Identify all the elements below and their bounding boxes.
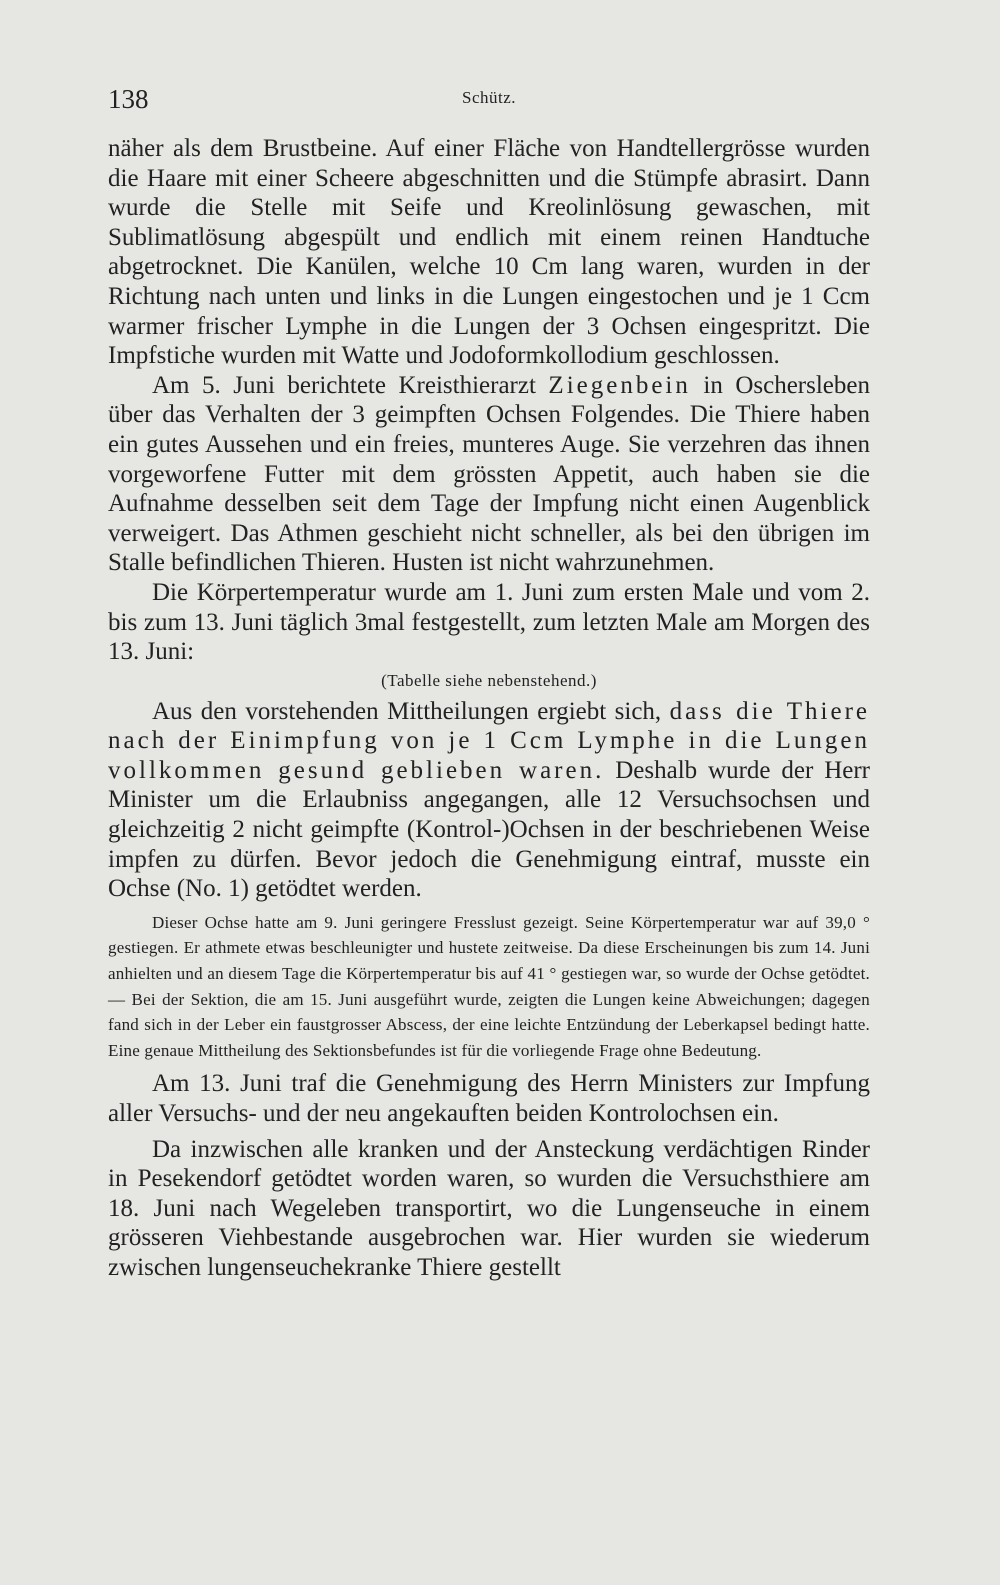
paragraph-5: Am 13. Juni traf die Genehmigung des Herrn Ministers zur Impfung aller Versuchs- und der neu angekauften beiden Kontrolochsen ein.: [108, 1070, 870, 1127]
person-name: Ziegenbein: [548, 371, 691, 399]
paragraph-6: Da inzwischen alle kranken und der Ansteckung verdächtigen Rinder in Pesekendorf getödtet worden waren, so wurden die Versuchsthiere am 18. Juni nach Wegeleben transportirt, wo die Lungenseuche in einem grösseren Viehbestande ausgebrochen war. Hier wurden sie wiederum zwischen lungenseuchekranke Thiere gestellt: [108, 1135, 870, 1281]
page-header: [108, 84, 870, 114]
paragraph-4: [108, 697, 870, 904]
paragraph-2-start: Am 5. Juni berichtete Kreisthierarzt: [152, 371, 549, 399]
paragraph-4-start: Aus den vorstehenden Mittheilungen ergiebt sich,: [152, 697, 670, 725]
paragraph-2: [108, 371, 870, 578]
paragraph-2-rest: in Oschersleben über das Verhalten der 3 geimpften Ochsen Folgendes. Die Thiere haben ein gutes Aussehen und ein freies, munteres Auge. Sie verzehren das ihnen vorgeworfene Futter mit dem grössten Appetit, auch haben sie die Aufnahme desselben seit dem Tage der Impfung nicht einen Augenblick verweigert. Das Athmen geschieht nicht schneller, als bei den übrigen im Stalle befindlichen Thieren. Husten ist nicht wahrzunehmen.: [108, 371, 870, 577]
paragraph-1: näher als dem Brustbeine. Auf einer Fläche von Handtellergrösse wurden die Haare mit einer Scheere abgeschnitten und die Stümpfe abrasirt. Dann wurde die Stelle mit Seife und Kreolinlösung gewaschen, mit Sublimatlösung abgespült und endlich mit einem reinen Handtuche abgetrocknet. Die Kanülen, welche 10 Cm lang waren, wurden in der Richtung nach unten und links in die Lungen eingestochen und je 1 Ccm warmer frischer Lymphe in die Lungen der 3 Ochsen eingespritzt. Die Impfstiche wurden mit Watte und Jodoformkollodium geschlossen.: [108, 135, 870, 370]
running-title: Schütz.: [461, 88, 517, 107]
page-body: [108, 134, 870, 1283]
table-reference-note: (Tabelle siehe nebenstehend.): [381, 670, 597, 690]
paragraph-3: Die Körpertemperatur wurde am 1. Juni zum ersten Male und vom 2. bis zum 13. Juni täglich 3mal festgestellt, zum letzten Male am Morgen des 13. Juni:: [108, 578, 870, 666]
page-number: 138: [108, 84, 149, 114]
emphasized-conclusion: dass die Thiere nach der Einimpfung von je 1 Ccm Lymphe in die Lungen vollkommen gesund geblieben waren.: [108, 697, 870, 784]
small-print-note: Dieser Ochse hatte am 9. Juni geringere Fresslust gezeigt. Seine Körpertemperatur war auf 39,0 ° gestiegen. Er athmete etwas beschleunigter und hustete zeitweise. Da diese Erscheinungen bis zum 14. Juni anhielten und an diesem Tage die Körpertemperatur bis auf 41 ° gestiegen war, so wurde der Ochse getödtet. — Bei der Sektion, die am 15. Juni ausgeführt wurde, zeigten die Lungen keine Abweichungen; dagegen fand sich in der Leber ein faustgrosser Abscess, der eine leichte Entzündung der Leberkapsel bedingt hatte. Eine genaue Mittheilung des Sektionsbefundes ist für die vorliegende Frage ohne Bedeutung.: [108, 912, 870, 1060]
paragraph-4-rest: Deshalb wurde der Herr Minister um die Erlaubniss angegangen, alle 12 Versuchsochsen und gleichzeitig 2 nicht geimpfte (Kontrol-)Ochsen in der beschriebenen Weise impfen zu dürfen. Bevor jedoch die Genehmigung eintraf, musste ein Ochse (No. 1) getödtet werden.: [108, 756, 870, 903]
